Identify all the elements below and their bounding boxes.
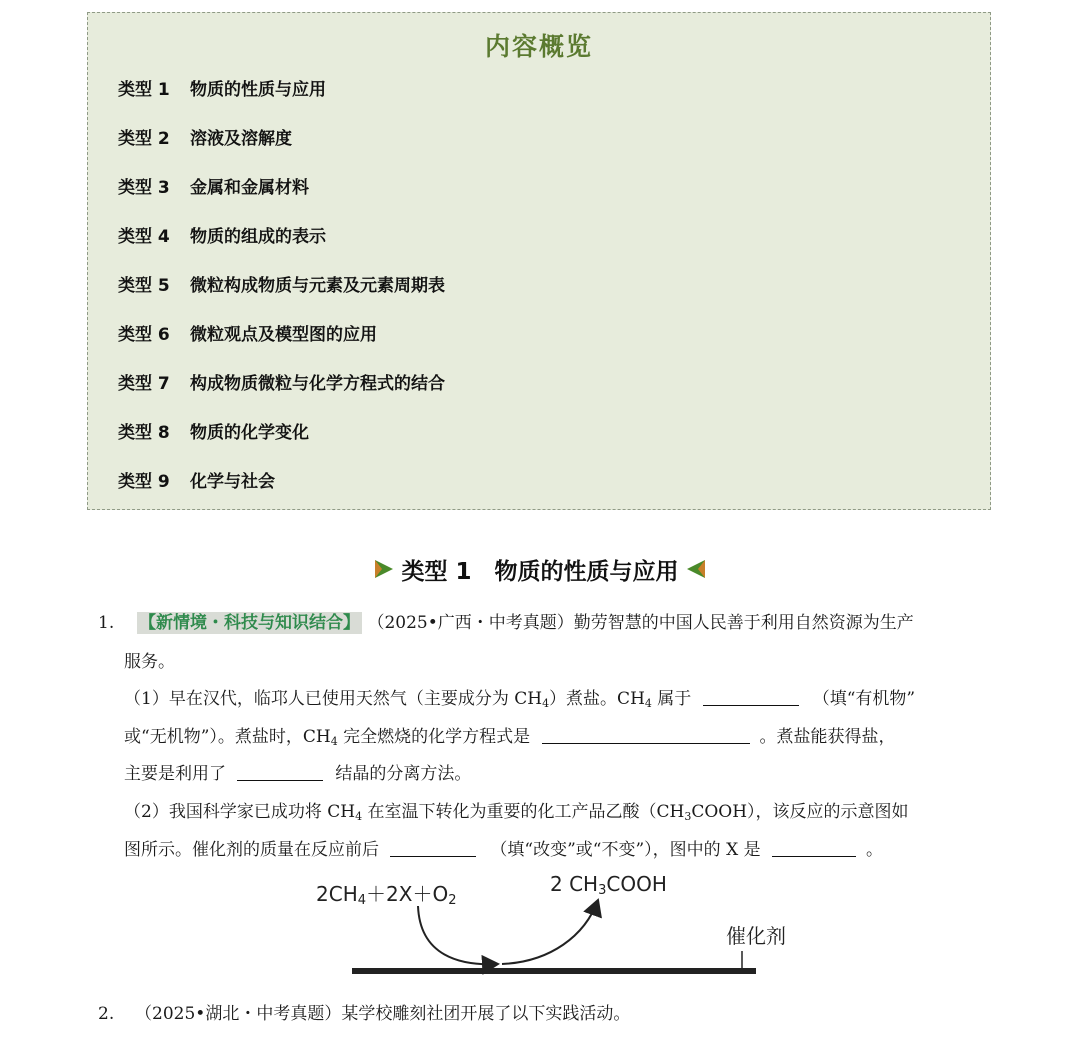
overview-item-name: 物质的化学变化	[190, 422, 309, 443]
overview-item	[118, 320, 377, 344]
question-1-part-1-line-2: 或“无机物”）。煮盐时，$CH_4$ 完全燃烧的化学方程式是 。煮盐能获得盐，	[124, 727, 896, 748]
answer-blank-equation[interactable]	[542, 725, 750, 744]
question-1-line-1	[98, 611, 914, 635]
section-heading	[0, 552, 1080, 586]
diagram-arrows	[310, 866, 800, 986]
overview-item	[118, 369, 445, 393]
overview-item-type: 类型 6	[118, 324, 170, 345]
answer-blank-x[interactable]	[772, 838, 856, 857]
answer-blank-catalyst-mass[interactable]	[390, 838, 476, 857]
question-2-number: 2.	[98, 1004, 115, 1024]
overview-item-type: 类型 7	[118, 373, 170, 394]
arrow-from-surface	[502, 900, 598, 964]
diagram-products: 2 $CH_3COOH$	[550, 872, 667, 898]
overview-item-name: 化学与社会	[190, 471, 275, 492]
question-1-source: （2025•广西・中考真题）勤劳智慧的中国人民善于利用自然资源为生产	[367, 613, 914, 633]
overview-item-name: 溶液及溶解度	[190, 128, 292, 149]
overview-item-type: 类型 2	[118, 128, 170, 149]
overview-item-name: 微粒构成物质与元素及元素周期表	[190, 275, 445, 296]
answer-blank-crystallization[interactable]	[237, 762, 323, 781]
overview-item-type: 类型 3	[118, 177, 170, 198]
overview-item	[118, 467, 275, 491]
question-2-line-1	[98, 1002, 630, 1026]
reaction-diagram	[310, 866, 800, 986]
overview-item-type: 类型 1	[118, 79, 170, 100]
overview-item-type: 类型 8	[118, 422, 170, 443]
overview-title: 内容概览	[484, 32, 593, 61]
question-1-line-2: 服务。	[124, 652, 175, 672]
question-1-part-1-line-3: 主要是利用了 结晶的分离方法。	[124, 764, 472, 784]
question-1-part-2-line-1: （2）我国科学家已成功将 $CH_4$ 在室温下转化为重要的化工产品乙酸$(CH_3COOH)$，该反应的示意图如	[124, 802, 909, 823]
overview-item-name: 构成物质微粒与化学方程式的结合	[190, 373, 445, 394]
arrow-to-surface	[418, 906, 498, 964]
question-2-text: （2025•湖北・中考真题）某学校雕刻社团开展了以下实践活动。	[135, 1004, 631, 1024]
question-1-number: 1.	[98, 613, 115, 633]
diagram-reactants: $2CH_4+2X+O_2$	[316, 882, 457, 908]
right-arrow-icon	[373, 559, 395, 579]
overview-item-name: 物质的性质与应用	[190, 79, 326, 100]
diagram-catalyst-label: 催化剂	[726, 924, 786, 948]
question-1-part-1-line-1: （1）早在汉代，临邛人已使用天然气（主要成分为 $CH_4$）煮盐。$CH_4$ 属于 （填“有机物”	[124, 689, 916, 710]
overview-item-name: 微粒观点及模型图的应用	[190, 324, 377, 345]
section-title: 类型 1 物质的性质与应用	[401, 558, 679, 585]
overview-item-name: 金属和金属材料	[190, 177, 309, 198]
question-1-part-2-line-2: 图所示。催化剂的质量在反应前后 （填“改变”或“不变”），图中的 X 是 。	[124, 840, 883, 860]
overview-item	[118, 124, 292, 148]
overview-item-name: 物质的组成的表示	[190, 226, 326, 247]
overview-item	[118, 271, 445, 295]
overview-item-type: 类型 9	[118, 471, 170, 492]
overview-item-type: 类型 5	[118, 275, 170, 296]
catalyst-surface-bar	[352, 968, 756, 974]
overview-item	[118, 75, 326, 99]
overview-item	[118, 418, 309, 442]
overview-item	[118, 173, 309, 197]
overview-item	[118, 222, 326, 246]
overview-item-type: 类型 4	[118, 226, 170, 247]
question-1-tag: 【新情境・科技与知识结合】	[139, 613, 361, 633]
content-overview-box	[87, 12, 991, 510]
left-arrow-icon	[685, 559, 707, 579]
answer-blank-organic[interactable]	[703, 687, 799, 706]
